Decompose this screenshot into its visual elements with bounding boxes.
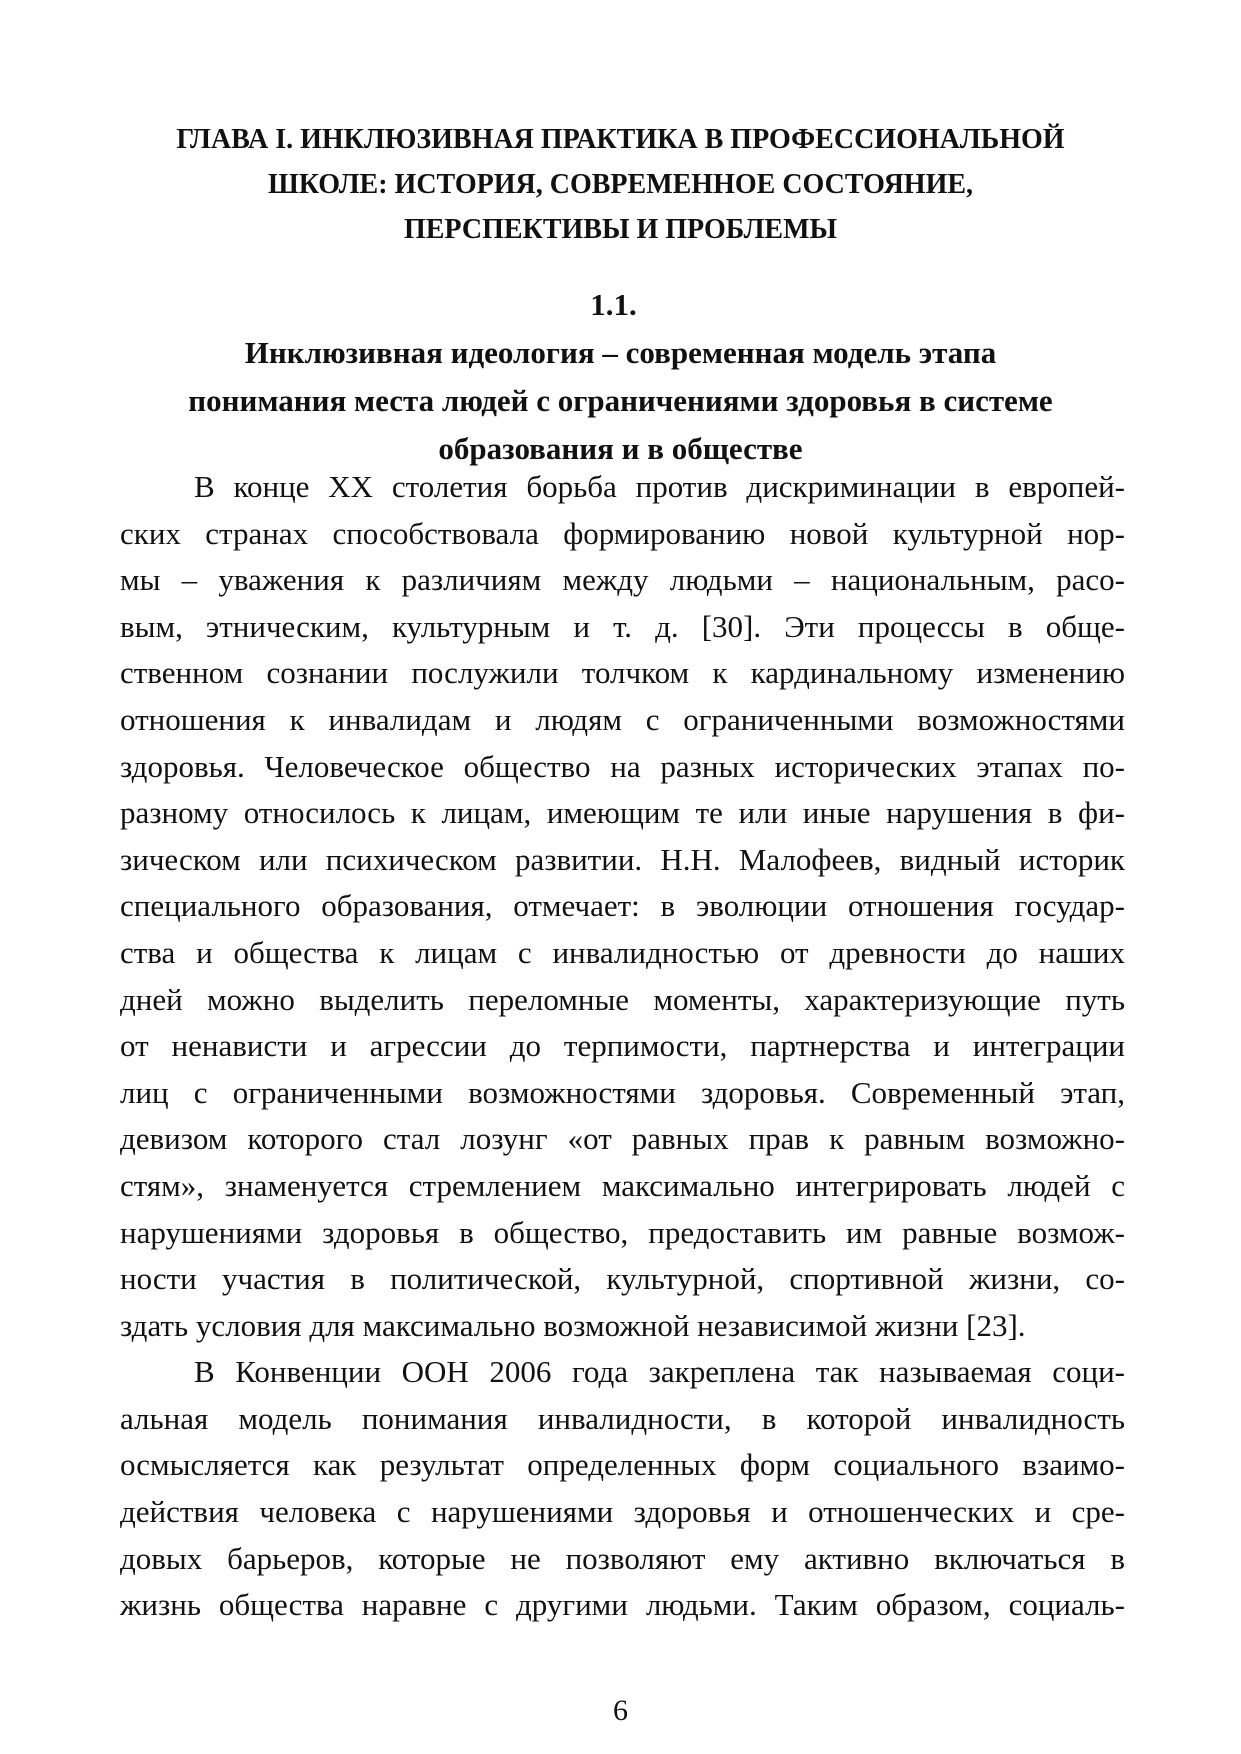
text-line: осмысляется как результат определенных форм социального взаимо- xyxy=(120,1447,1125,1483)
text-line: от ненависти и агрессии до терпимости, партнерства и интеграции xyxy=(120,1028,1125,1064)
text-line: зическом или психическом развитии. Н.Н. Малофеев, видный историк xyxy=(120,841,1125,877)
text-line: отношения к инвалидам и людям с ограниченными возможностями xyxy=(120,701,1125,737)
page-number: 6 xyxy=(613,1694,628,1727)
text-line: альная модель понимания инвалидности, в которой инвалидность xyxy=(120,1400,1125,1436)
text-line: дней можно выделить переломные моменты, характеризующие путь xyxy=(120,981,1125,1017)
text-line: действия человека с нарушениями здоровья и отношенческих и сре- xyxy=(120,1494,1125,1530)
section-title-line xyxy=(120,281,1121,377)
text-line: девизом которого стал лозунг «от равных прав к равным возможно- xyxy=(120,1121,1125,1157)
section-title-text: Инклюзивная идеология – современная модель этапа xyxy=(244,335,997,370)
text-line: довых барьеров, которые не позволяют ему активно включаться в xyxy=(120,1540,1125,1576)
text-line: лиц с ограниченными возможностями здоровья. Современный этап, xyxy=(120,1074,1125,1110)
section-title-line: образования и в обществе xyxy=(438,431,803,466)
text-line: жизнь общества наравне с другими людьми. Таким образом, социаль- xyxy=(120,1587,1125,1623)
chapter-title xyxy=(120,117,1121,252)
text-line: мы – уважения к различиям между людьми – национальным, расо- xyxy=(120,562,1125,598)
text-line: ства и общества к лицам с инвалидностью от древности до наших xyxy=(120,934,1125,970)
text-line: разному относилось к лицам, имеющим те или иные нарушения в фи- xyxy=(120,795,1125,831)
text-line: ности участия в политической, культурной, спортивной жизни, со- xyxy=(120,1261,1125,1297)
text-line: здоровья. Человеческое общество на разных исторических этапах по- xyxy=(120,748,1125,784)
body-text xyxy=(120,464,1125,1629)
text-line: вым, этническим, культурным и т. д. [30]. Эти процессы в обще- xyxy=(120,608,1125,644)
text-line: В конце XX столетия борьба против дискриминации в европей- xyxy=(194,469,1125,504)
section-title-line: понимания места людей с ограничениями здоровья в системе xyxy=(188,383,1053,418)
text-line: ственном сознании послужили толчком к кардинальному изменению xyxy=(120,655,1125,691)
text-line: стям», знаменуется стремлением максимально интегрировать людей с xyxy=(120,1167,1125,1203)
paragraph xyxy=(120,1349,1125,1629)
text-line: нарушениями здоровья в общество, предоставить им равные возмож- xyxy=(120,1214,1125,1250)
section-title xyxy=(120,281,1121,473)
chapter-title-line: ШКОЛЕ: ИСТОРИЯ, СОВРЕМЕННОЕ СОСТОЯНИЕ, xyxy=(267,169,974,200)
paragraph xyxy=(120,464,1125,1349)
chapter-title-line: ГЛАВА I. ИНКЛЮЗИВНАЯ ПРАКТИКА В ПРОФЕССИОНАЛЬНОЙ xyxy=(176,124,1065,155)
text-line: здать условия для максимально возможной независимой жизни [23]. xyxy=(120,1307,1026,1343)
section-number: 1.1. xyxy=(590,287,637,322)
chapter-title-line: ПЕРСПЕКТИВЫ И ПРОБЛЕМЫ xyxy=(403,214,838,245)
text-line: специального образования, отмечает: в эволюции отношения государ- xyxy=(120,888,1125,924)
text-line: ских странах способствовала формированию новой культурной нор- xyxy=(120,515,1125,551)
text-line: В Конвенции ООН 2006 года закреплена так называемая соци- xyxy=(194,1354,1125,1390)
